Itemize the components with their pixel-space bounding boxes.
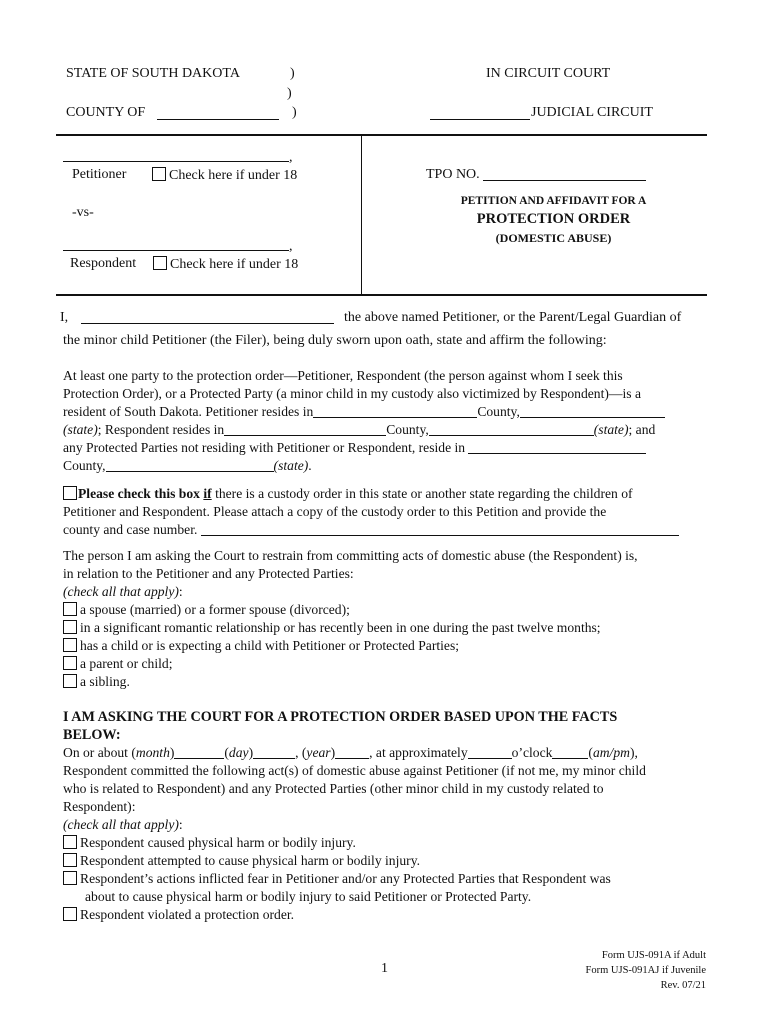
- abuse-option-label: about to cause physical harm or bodily injury to said Petitioner or Protected Party.: [85, 889, 532, 904]
- colon: :: [178, 584, 183, 599]
- petitioner-name-field[interactable]: [63, 161, 289, 162]
- paren: (: [588, 745, 593, 760]
- residency-line: ; and: [628, 422, 656, 437]
- paren: ): [330, 745, 336, 760]
- ampm-label: am/pm: [592, 745, 630, 760]
- colon: :: [178, 817, 183, 832]
- judicial-circuit-label: JUDICIAL CIRCUIT: [531, 105, 653, 120]
- relationship-checkbox[interactable]: [63, 674, 77, 688]
- respondent-label: Respondent: [70, 256, 137, 271]
- petitioner-under18: [152, 167, 297, 184]
- state-label: (state): [273, 458, 309, 473]
- day-label: day: [228, 745, 249, 760]
- state-label: (state): [63, 422, 98, 437]
- abuse-option-label: Respondent attempted to cause physical harm or bodily injury.: [80, 853, 421, 868]
- protected-parties-state-field[interactable]: [106, 458, 274, 472]
- intro-line1: the above named Petitioner, or the Parent/Legal Guardian of: [344, 310, 682, 325]
- relationship-checkbox[interactable]: [63, 620, 77, 634]
- petitioner-label: Petitioner: [72, 167, 127, 182]
- residency-paragraph: [63, 367, 713, 475]
- paren: ): [248, 745, 254, 760]
- residency-line: any Protected Parties not residing with Petitioner or Respondent, reside in: [63, 440, 466, 455]
- state-label: STATE OF SOUTH DAKOTA: [66, 66, 240, 81]
- residency-line: At least one party to the protection order—Petitioner, Respondent (the person against whom I seek this: [63, 368, 623, 383]
- respondent-county-field[interactable]: [224, 422, 386, 436]
- approx-label: , at approximately: [369, 745, 468, 760]
- facts-heading: BELOW:: [63, 727, 121, 743]
- facts-line: Respondent committed the following act(s) of domestic abuse against Petitioner (if not me, my minor child: [63, 763, 646, 778]
- relationship-option: [63, 601, 713, 619]
- facts-section: [63, 708, 713, 924]
- residency-line: Protection Order), or a Protected Party (a minor child in my custody also victimized by Respondent)—is a: [63, 386, 641, 401]
- paren: ): [169, 745, 175, 760]
- month-label: month: [135, 745, 170, 760]
- abuse-checkbox[interactable]: [63, 871, 77, 885]
- relationship-option-label: a sibling.: [80, 674, 130, 689]
- check-all-hint: (check all that apply): [63, 584, 179, 599]
- abuse-option: [63, 906, 713, 924]
- relationship-option-label: a spouse (married) or a former spouse (divorced);: [80, 602, 350, 617]
- respondent-under18: [153, 256, 298, 273]
- relationship-checkbox[interactable]: [63, 638, 77, 652]
- county-label: County,: [63, 458, 106, 473]
- custody-line: there is a custody order in this state or another state regarding the children of: [211, 486, 633, 501]
- abuse-option: [63, 852, 713, 870]
- judicial-circuit-field[interactable]: [430, 119, 530, 120]
- abuse-checkbox[interactable]: [63, 853, 77, 867]
- protected-parties-county-field[interactable]: [468, 440, 646, 454]
- relationship-line: in relation to the Petitioner and any Protected Parties:: [63, 566, 354, 581]
- county-label: County,: [386, 422, 429, 437]
- custody-order-checkbox[interactable]: [63, 486, 77, 500]
- relationship-option: [63, 637, 713, 655]
- relationship-section: [63, 547, 713, 691]
- intro-line2: the minor child Petitioner (the Filer), being duly sworn upon oath, state and affirm the following:: [63, 333, 607, 348]
- facts-line: who is related to Respondent) and any Protected Parties (other minor child in my custody related to: [63, 781, 604, 796]
- abuse-option-label: Respondent’s actions inflicted fear in Petitioner and/or any Protected Parties that Respondent was: [80, 871, 611, 886]
- caption-bottom-rule: [56, 294, 707, 296]
- abuse-option: [63, 870, 713, 888]
- caption-paren: ): [292, 105, 297, 120]
- relationship-checkbox[interactable]: [63, 602, 77, 616]
- check-all-hint: (check all that apply): [63, 817, 179, 832]
- residency-line: resident of South Dakota. Petitioner resides in: [63, 404, 314, 419]
- month-field[interactable]: [174, 745, 224, 759]
- respondent-state-field[interactable]: [429, 422, 594, 436]
- caption-paren: ): [287, 86, 292, 101]
- year-field[interactable]: [335, 745, 369, 759]
- page-number: 1: [381, 961, 388, 976]
- paren: ),: [629, 745, 638, 760]
- respondent-name-field[interactable]: [63, 250, 289, 251]
- custody-if: if: [203, 486, 212, 501]
- abuse-checkbox[interactable]: [63, 835, 77, 849]
- abuse-checkbox[interactable]: [63, 907, 77, 921]
- title-line1: PETITION AND AFFIDAVIT FOR A: [460, 195, 647, 207]
- under18-label: Check here if under 18: [169, 168, 298, 183]
- custody-paragraph: [63, 485, 713, 539]
- custody-bold: Please check this box: [78, 486, 204, 501]
- comma: ,: [289, 150, 293, 165]
- form-number-juvenile: Form UJS-091AJ if Juvenile: [585, 965, 706, 976]
- abuse-option: [63, 834, 713, 852]
- under18-label: Check here if under 18: [170, 257, 299, 272]
- petitioner-state-field[interactable]: [520, 404, 665, 418]
- custody-line: county and case number.: [63, 522, 198, 537]
- court-label: IN CIRCUIT COURT: [486, 66, 611, 81]
- revision-date: Rev. 07/21: [660, 980, 706, 991]
- relationship-checkbox[interactable]: [63, 656, 77, 670]
- relationship-option-label: has a child or is expecting a child with Petitioner or Protected Parties;: [80, 638, 460, 653]
- respondent-under18-checkbox[interactable]: [153, 256, 167, 270]
- hour-field[interactable]: [468, 745, 512, 759]
- relationship-option-label: a parent or child;: [80, 656, 173, 671]
- form-number-adult: Form UJS-091A if Adult: [601, 950, 706, 961]
- relationship-option: [63, 619, 713, 637]
- county-label: County,: [477, 404, 520, 419]
- abuse-option-label: Respondent caused physical harm or bodily injury.: [80, 835, 356, 850]
- facts-line: Respondent):: [63, 799, 136, 814]
- petitioner-county-field[interactable]: [313, 404, 477, 418]
- ampm-field[interactable]: [552, 745, 588, 759]
- relationship-line: The person I am asking the Court to restrain from committing acts of domestic abuse (the Respondent) is,: [63, 548, 638, 563]
- paren: (: [224, 745, 229, 760]
- county-case-number-field[interactable]: [201, 522, 679, 536]
- period: .: [308, 458, 312, 473]
- filer-name-field[interactable]: [81, 323, 334, 324]
- caption-paren: ): [290, 66, 295, 81]
- county-field[interactable]: [157, 119, 279, 120]
- relationship-option: [63, 655, 713, 673]
- residency-line: ; Respondent resides in: [97, 422, 225, 437]
- on-about-label: On or about (: [63, 745, 136, 760]
- year-label: year: [306, 745, 331, 760]
- relationship-option: [63, 673, 713, 691]
- oclock-label: o’clock: [511, 745, 553, 760]
- facts-heading: I AM ASKING THE COURT FOR A PROTECTION ORDER BASED UPON THE FACTS: [63, 709, 618, 725]
- comma: ,: [289, 239, 293, 254]
- title-line3: (DOMESTIC ABUSE): [495, 231, 612, 245]
- abuse-option-label: Respondent violated a protection order.: [80, 907, 295, 922]
- state-label: (state): [593, 422, 629, 437]
- custody-line: Petitioner and Respondent. Please attach a copy of the custody order to this Petition and provide the: [63, 504, 607, 519]
- separator: , (: [295, 745, 307, 760]
- tpo-number-field[interactable]: [483, 180, 646, 181]
- title-line2: PROTECTION ORDER: [476, 211, 631, 227]
- day-field[interactable]: [253, 745, 295, 759]
- tpo-label: TPO NO.: [426, 167, 480, 182]
- caption-top-rule: [56, 134, 707, 136]
- intro-i: I,: [60, 310, 69, 325]
- county-label: COUNTY OF: [66, 105, 146, 120]
- petitioner-under18-checkbox[interactable]: [152, 167, 166, 181]
- vs-label: -vs-: [72, 205, 94, 220]
- relationship-option-label: in a significant romantic relationship or has recently been in one during the past twelve months;: [80, 620, 601, 635]
